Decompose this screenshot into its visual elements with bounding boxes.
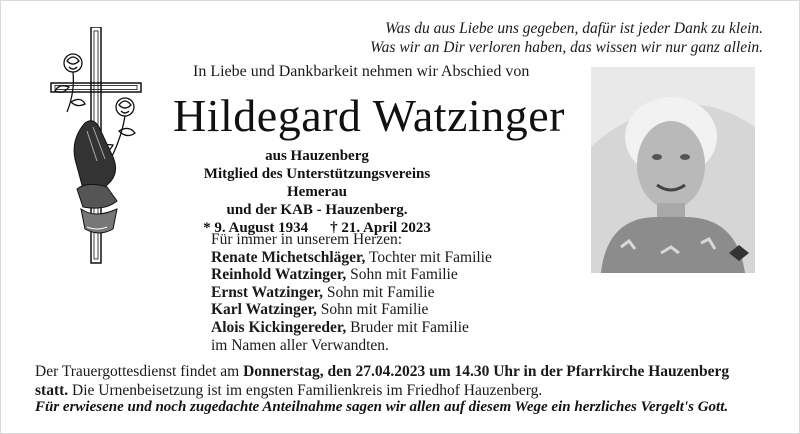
origin: aus Hauzenberg xyxy=(265,148,369,164)
family-member xyxy=(211,284,492,302)
quote-line-1: Was du aus Liebe uns gegeben, dafür ist jeder Dank zu klein. xyxy=(385,20,763,37)
family-member xyxy=(211,319,492,337)
service-intro: Der Trauergottesdienst findet am xyxy=(35,363,244,380)
member-relation: Sohn mit Familie xyxy=(322,283,435,301)
birth-date: * 9. August 1934 xyxy=(203,220,309,236)
service-statt: statt. xyxy=(35,382,69,399)
membership-line-1: Mitglied des Unterstützungsvereins Hemerau xyxy=(203,166,431,200)
member-name: Alois Kickingereder, xyxy=(211,318,347,336)
service-date-location: Donnerstag, den 27.04.2023 um 14.30 Uhr in der Pfarrkirche Hauzenberg xyxy=(243,363,730,380)
family-member xyxy=(211,249,492,267)
member-name: Renate Michetschläger, xyxy=(211,248,366,266)
member-relation: Sohn mit Familie xyxy=(316,301,429,319)
burial-note: Die Urnenbeisetzung ist im engsten Familienkreis im Friedhof Hauzenberg. xyxy=(68,382,543,399)
service-announcement xyxy=(35,362,765,400)
member-relation: Tochter mit Familie xyxy=(365,248,492,266)
family-member xyxy=(211,301,492,319)
portrait-photo xyxy=(591,67,755,273)
quote-line-2: Was wir an Dir verloren haben, das wissen wir nur ganz allein. xyxy=(370,39,763,56)
intro-text: In Liebe und Dankbarkeit nehmen wir Abschied von xyxy=(193,63,530,80)
death-date: † 21. April 2023 xyxy=(330,220,431,236)
family-member xyxy=(211,266,492,284)
membership-line-2: und der KAB - Hauzenberg. xyxy=(226,202,408,218)
portrait-illustration xyxy=(591,67,755,273)
member-name: Reinhold Watzinger, xyxy=(211,266,347,284)
member-name: Karl Watzinger, xyxy=(211,301,317,319)
family-heading: Für immer in unserem Herzen: xyxy=(211,231,403,248)
member-name: Ernst Watzinger, xyxy=(211,283,323,301)
family-closing: im Namen aller Verwandten. xyxy=(211,336,389,354)
memorial-quote xyxy=(370,19,763,57)
family-list xyxy=(211,231,492,354)
cross-with-roses-and-praying-hands-icon xyxy=(47,27,147,269)
member-relation: Bruder mit Familie xyxy=(346,318,469,336)
deceased-name: Hildegard Watzinger xyxy=(173,90,565,141)
member-relation: Sohn mit Familie xyxy=(346,266,458,284)
thanks-note: Für erwiesene und noch zugedachte Anteilnahme sagen wir allen auf diesem Wege ein herzliches Vergelt's Gott. xyxy=(35,399,729,415)
deceased-details xyxy=(201,147,433,237)
